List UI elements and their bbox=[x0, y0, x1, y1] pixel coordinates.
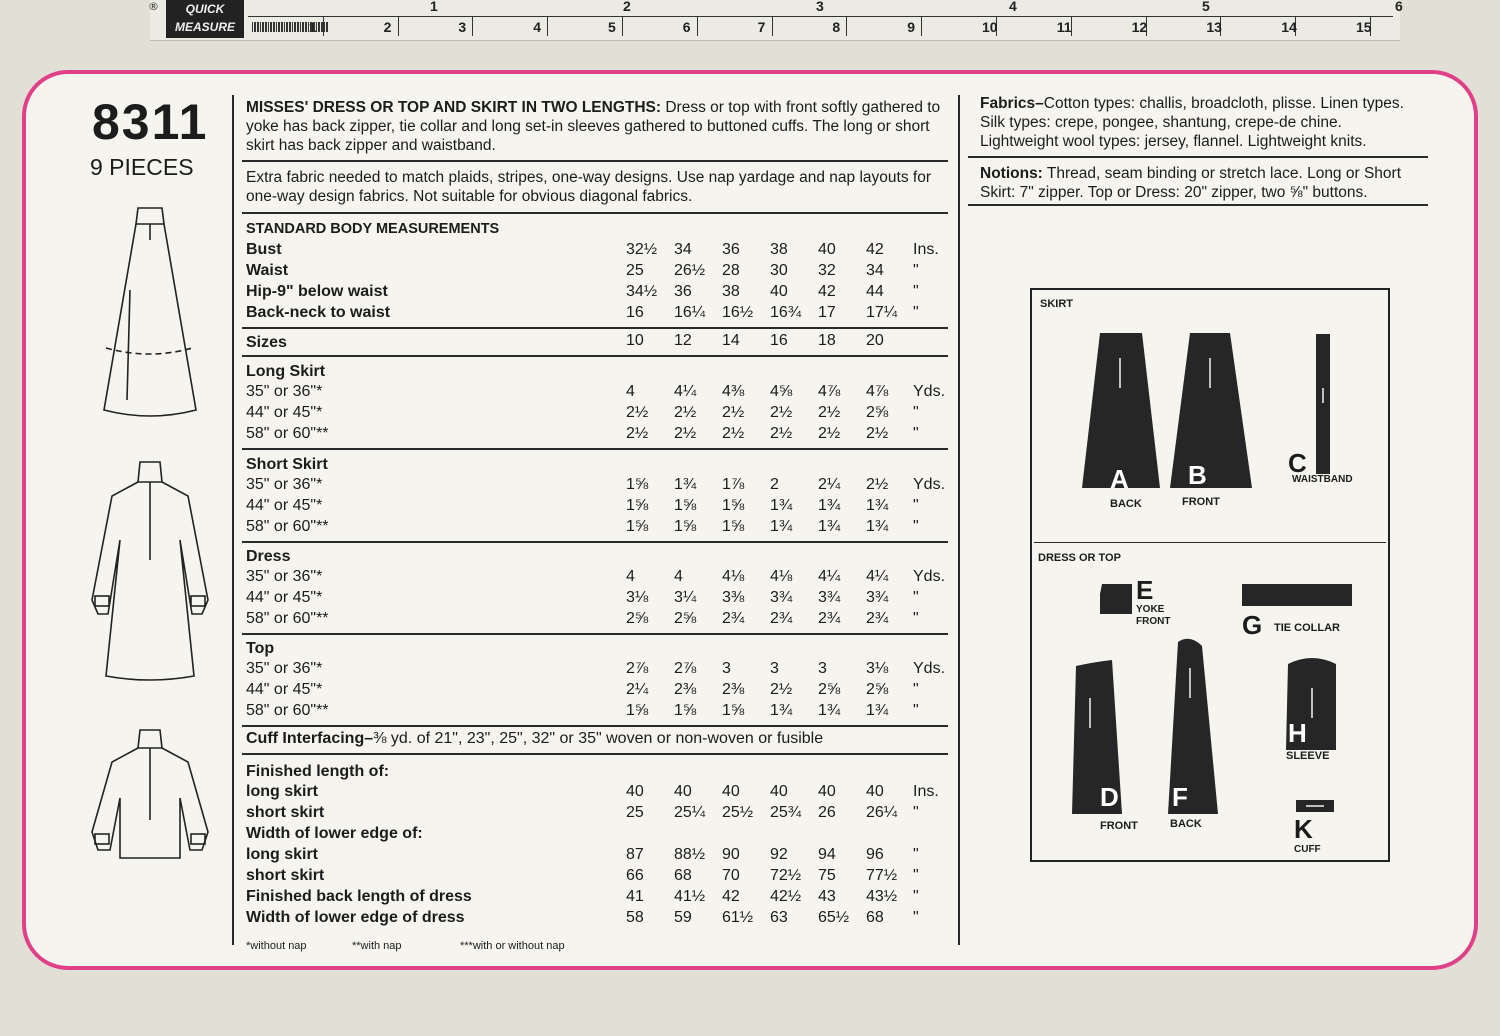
row-value: 58 bbox=[626, 909, 644, 926]
size-value: 20 bbox=[866, 332, 884, 349]
ruler-inch-number: 9 bbox=[907, 19, 915, 35]
quick-measure-label bbox=[166, 0, 244, 38]
notions-info bbox=[980, 164, 1424, 202]
row-value: 2⅞ bbox=[626, 660, 649, 677]
row-value: 2¾ bbox=[770, 610, 793, 627]
divider bbox=[242, 355, 948, 357]
row-value: 36 bbox=[722, 241, 740, 258]
row-label: Waist bbox=[246, 262, 289, 279]
row-value: 61½ bbox=[722, 909, 754, 926]
row-label: Back-neck to waist bbox=[246, 304, 391, 321]
ruler-top-number: 6 bbox=[1395, 0, 1403, 14]
row-unit: " bbox=[913, 518, 919, 535]
row-value: 1¾ bbox=[770, 702, 793, 719]
piece-c-letter: C bbox=[1288, 448, 1307, 478]
row-value: 40 bbox=[770, 283, 788, 300]
row-value: 4 bbox=[626, 568, 635, 585]
row-value: 42½ bbox=[770, 888, 802, 905]
row-value: 2½ bbox=[674, 425, 697, 442]
row-value: 2⅞ bbox=[674, 660, 697, 677]
row-value: 1⅝ bbox=[626, 497, 649, 514]
row-value: 2⅜ bbox=[722, 681, 745, 698]
size-value: 16 bbox=[770, 332, 788, 349]
row-value: 4¼ bbox=[866, 568, 889, 585]
piece-c-waistband bbox=[1316, 334, 1330, 474]
row-value: 40 bbox=[818, 783, 836, 800]
row-value: 1¾ bbox=[818, 518, 841, 535]
row-value: 63 bbox=[770, 909, 788, 926]
row-value: 4⅛ bbox=[770, 568, 793, 585]
piece-f-letter: F bbox=[1172, 782, 1188, 812]
row-value: 2⅜ bbox=[674, 681, 697, 698]
ruler-fine-tick bbox=[327, 22, 328, 32]
row-value: 2½ bbox=[818, 404, 841, 421]
row-value: 36 bbox=[674, 283, 692, 300]
row-unit: Ins. bbox=[913, 783, 939, 800]
row-unit: " bbox=[913, 425, 919, 442]
row-value: 94 bbox=[818, 846, 836, 863]
piece-b-letter: B bbox=[1188, 460, 1207, 490]
row-value: 3⅛ bbox=[626, 589, 649, 606]
piece-g-letter: G bbox=[1242, 610, 1263, 640]
row-value: 41½ bbox=[674, 888, 706, 905]
row-value: 88½ bbox=[674, 846, 706, 863]
row-value: 34 bbox=[866, 262, 884, 279]
garment-illustrations bbox=[80, 200, 220, 880]
row-value: 16¼ bbox=[674, 304, 706, 321]
divider bbox=[242, 541, 948, 543]
ruler-top-number: 2 bbox=[623, 0, 631, 14]
ruler-inch-tick bbox=[472, 16, 473, 36]
ruler-inch-number: 3 bbox=[458, 19, 467, 35]
ruler-inch-tick bbox=[697, 16, 698, 36]
row-label: 35" or 36"* bbox=[246, 476, 323, 493]
sizes-label: Sizes bbox=[246, 334, 287, 351]
row-value: 38 bbox=[722, 283, 740, 300]
piece-a-name: BACK bbox=[1110, 498, 1142, 510]
quick-measure-line1: QUICK bbox=[185, 2, 225, 16]
row-value: 2½ bbox=[722, 404, 745, 421]
row-value: 1⅝ bbox=[626, 518, 649, 535]
size-value: 10 bbox=[626, 332, 644, 349]
row-value: 1⅝ bbox=[674, 497, 697, 514]
fabrics-text: Cotton types: challis, broadcloth, plisse. Linen types. Silk types: crepe, pongee, shantung, crepe-de chine. Lightweight wool types: jersey, flannel. Lightweight knits. bbox=[980, 95, 1404, 150]
row-unit: Yds. bbox=[913, 660, 946, 677]
row-label: long skirt bbox=[246, 846, 319, 863]
row-label: 44" or 45"* bbox=[246, 497, 323, 514]
row-value: 40 bbox=[674, 783, 692, 800]
ruler-inch-number: 10 bbox=[982, 19, 998, 35]
row-value: 1⅝ bbox=[674, 702, 697, 719]
row-unit: " bbox=[913, 589, 919, 606]
row-unit: " bbox=[913, 846, 919, 863]
section-heading: Width of lower edge of: bbox=[246, 825, 423, 842]
ruler-inch-number: 12 bbox=[1131, 19, 1148, 35]
footnote-with-or-without-nap: ***with or without nap bbox=[460, 940, 565, 952]
row-value: 26½ bbox=[674, 262, 706, 279]
cuff-interfacing-text: ⅜ yd. of 21", 23", 25", 32" or 35" woven or non-woven or fusible bbox=[373, 730, 824, 747]
ruler-inch-number: 13 bbox=[1206, 19, 1222, 35]
row-label: Width of lower edge of dress bbox=[246, 909, 465, 926]
row-value: 2 bbox=[770, 476, 779, 493]
row-value: 3 bbox=[722, 660, 731, 677]
row-value: 2½ bbox=[770, 425, 793, 442]
row-value: 25¾ bbox=[770, 804, 802, 821]
pattern-piece-shapes bbox=[1030, 288, 1390, 862]
row-value: 1⅝ bbox=[626, 702, 649, 719]
description-text: Dress or top with front softly gathered to yoke has back zipper, tie collar and long set-in sleeves gathered to buttoned cuffs. The long or short skirt has back zipper and waistband. bbox=[246, 99, 941, 154]
piece-h-name: SLEEVE bbox=[1286, 750, 1330, 762]
row-value: 4⅜ bbox=[722, 383, 745, 400]
registered-mark: ® bbox=[148, 0, 159, 13]
piece-g-name: TIE COLLAR bbox=[1274, 622, 1340, 634]
row-value: 2½ bbox=[770, 404, 793, 421]
ruler-inch-number: 2 bbox=[383, 19, 392, 35]
row-unit: " bbox=[913, 283, 919, 300]
row-value: 2¼ bbox=[818, 476, 841, 493]
cuff-interfacing bbox=[246, 729, 823, 749]
ruler-inch-number: 14 bbox=[1281, 19, 1297, 35]
row-value: 42 bbox=[866, 241, 884, 258]
row-unit: " bbox=[913, 804, 919, 821]
dress-heading: DRESS OR TOP bbox=[1038, 552, 1121, 564]
ruler-inch-number: 8 bbox=[832, 19, 841, 35]
piece-g-collar bbox=[1242, 584, 1352, 606]
row-value: 2⅝ bbox=[866, 681, 889, 698]
ruler-inch-number: 15 bbox=[1356, 19, 1372, 35]
row-label: 35" or 36"* bbox=[246, 383, 323, 400]
row-value: 42 bbox=[722, 888, 740, 905]
row-value: 25¼ bbox=[674, 804, 706, 821]
quick-measure-line2: MEASURE bbox=[174, 20, 235, 34]
row-value: 2½ bbox=[866, 476, 889, 493]
row-value: 4⅞ bbox=[866, 383, 889, 400]
row-value: 40 bbox=[770, 783, 788, 800]
row-value: 1⅝ bbox=[722, 497, 745, 514]
size-value: 14 bbox=[722, 332, 740, 349]
row-value: 1⅝ bbox=[626, 476, 649, 493]
row-label: 58" or 60"** bbox=[246, 610, 329, 627]
ruler-top-number: 1 bbox=[430, 0, 438, 14]
piece-h-letter: H bbox=[1288, 718, 1307, 748]
size-value: 18 bbox=[818, 332, 836, 349]
row-value: 1¾ bbox=[770, 497, 793, 514]
row-unit: " bbox=[913, 497, 919, 514]
row-value: 68 bbox=[866, 909, 884, 926]
piece-b-front bbox=[1170, 333, 1252, 488]
row-label: 44" or 45"* bbox=[246, 589, 323, 606]
row-unit: " bbox=[913, 610, 919, 627]
ruler-top-number: 3 bbox=[816, 0, 824, 14]
divider bbox=[242, 753, 948, 755]
row-value: 32½ bbox=[626, 241, 658, 258]
ruler-inch-number: 7 bbox=[757, 19, 766, 35]
row-label: 58" or 60"** bbox=[246, 425, 329, 442]
footnote-without-nap: *without nap bbox=[246, 940, 307, 952]
notions-text: Thread, seam binding or stretch lace. Long or Short Skirt: 7" zipper. Top or Dress: 20" zipper, two ⅝" buttons. bbox=[980, 165, 1401, 201]
row-value: 40 bbox=[722, 783, 740, 800]
row-value: 4⅛ bbox=[722, 568, 745, 585]
row-value: 44 bbox=[866, 283, 884, 300]
row-value: 92 bbox=[770, 846, 788, 863]
row-value: 17 bbox=[818, 304, 836, 321]
row-label: 58" or 60"** bbox=[246, 702, 329, 719]
row-value: 1¾ bbox=[866, 497, 889, 514]
row-value: 43½ bbox=[866, 888, 898, 905]
row-value: 40 bbox=[626, 783, 644, 800]
row-value: 1⅞ bbox=[722, 476, 745, 493]
row-value: 4 bbox=[626, 383, 635, 400]
row-value: 25 bbox=[626, 804, 644, 821]
piece-e-yoke bbox=[1100, 584, 1132, 614]
row-value: 90 bbox=[722, 846, 740, 863]
row-label: 44" or 45"* bbox=[246, 681, 323, 698]
row-value: 3¾ bbox=[770, 589, 793, 606]
right-column-divider bbox=[958, 95, 960, 945]
divider bbox=[242, 725, 948, 727]
row-unit: " bbox=[913, 681, 919, 698]
ruler-inch-number: 4 bbox=[533, 19, 541, 35]
row-value: 1⅝ bbox=[722, 518, 745, 535]
row-value: 2⅝ bbox=[866, 404, 889, 421]
piece-f-name: BACK bbox=[1170, 818, 1202, 830]
row-value: 2¼ bbox=[626, 681, 649, 698]
divider bbox=[242, 160, 948, 162]
ruler-inch-number: 11 bbox=[1056, 19, 1072, 35]
divider bbox=[242, 633, 948, 635]
piece-c-name: WAISTBAND bbox=[1292, 474, 1353, 485]
row-unit: Yds. bbox=[913, 476, 946, 493]
row-value: 65½ bbox=[818, 909, 850, 926]
row-value: 3¾ bbox=[866, 589, 889, 606]
row-label: 35" or 36"* bbox=[246, 660, 323, 677]
row-value: 25½ bbox=[722, 804, 754, 821]
row-value: 72½ bbox=[770, 867, 802, 884]
section-heading: Top bbox=[246, 640, 275, 657]
piece-b-name: FRONT bbox=[1182, 496, 1220, 508]
row-value: 1¾ bbox=[818, 702, 841, 719]
row-value: 3⅛ bbox=[866, 660, 889, 677]
section-heading: Finished length of: bbox=[246, 763, 390, 780]
row-value: 3 bbox=[818, 660, 827, 677]
row-value: 1⅝ bbox=[722, 702, 745, 719]
piece-d-letter: D bbox=[1100, 782, 1119, 812]
row-value: 17¼ bbox=[866, 304, 898, 321]
divider bbox=[968, 156, 1428, 158]
row-value: 1¾ bbox=[818, 497, 841, 514]
piece-k-name: CUFF bbox=[1294, 844, 1321, 855]
row-value: 68 bbox=[674, 867, 692, 884]
row-label: Hip-9" below waist bbox=[246, 283, 388, 300]
row-value: 26 bbox=[818, 804, 836, 821]
row-value: 40 bbox=[818, 241, 836, 258]
row-label: short skirt bbox=[246, 804, 325, 821]
ruler-inch-tick bbox=[547, 16, 548, 36]
row-value: 16¾ bbox=[770, 304, 802, 321]
row-value: 66 bbox=[626, 867, 644, 884]
row-unit: " bbox=[913, 262, 919, 279]
row-value: 2½ bbox=[674, 404, 697, 421]
row-value: 2½ bbox=[626, 425, 649, 442]
piece-k-letter: K bbox=[1294, 814, 1313, 844]
row-label: 35" or 36"* bbox=[246, 568, 323, 585]
long-skirt-back-view bbox=[104, 208, 196, 416]
row-label: 58" or 60"** bbox=[246, 518, 329, 535]
row-value: 2½ bbox=[818, 425, 841, 442]
divider bbox=[242, 327, 948, 329]
left-column-divider bbox=[232, 95, 234, 945]
ruler-inch-tick bbox=[622, 16, 623, 36]
measurements-heading: STANDARD BODY MEASUREMENTS bbox=[246, 221, 500, 237]
row-unit: " bbox=[913, 888, 919, 905]
row-value: 2½ bbox=[770, 681, 793, 698]
section-heading: Dress bbox=[246, 548, 291, 565]
fabrics-label: Fabrics– bbox=[980, 95, 1044, 112]
row-value: 1¾ bbox=[866, 518, 889, 535]
row-value: 43 bbox=[818, 888, 836, 905]
row-value: 4⅞ bbox=[818, 383, 841, 400]
row-value: 2½ bbox=[866, 425, 889, 442]
row-value: 59 bbox=[674, 909, 692, 926]
row-value: 2¾ bbox=[866, 610, 889, 627]
row-label: 44" or 45"* bbox=[246, 404, 323, 421]
row-value: 77½ bbox=[866, 867, 898, 884]
notions-label: Notions: bbox=[980, 165, 1043, 182]
piece-e-name: YOKE FRONT bbox=[1136, 604, 1171, 627]
row-value: 3¾ bbox=[818, 589, 841, 606]
size-value: 12 bbox=[674, 332, 692, 349]
ruler-inch-tick bbox=[398, 16, 399, 36]
row-value: 1¾ bbox=[866, 702, 889, 719]
row-value: 2¾ bbox=[818, 610, 841, 627]
pattern-pieces-count: 9 PIECES bbox=[90, 154, 194, 180]
pattern-description bbox=[246, 98, 946, 155]
row-unit: " bbox=[913, 867, 919, 884]
row-value: 16 bbox=[626, 304, 644, 321]
row-unit: " bbox=[913, 304, 919, 321]
row-unit: Ins. bbox=[913, 241, 939, 258]
divider bbox=[242, 212, 948, 214]
piece-a-letter: A bbox=[1110, 464, 1129, 494]
ruler-inch-number: 5 bbox=[608, 19, 616, 35]
row-unit: Yds. bbox=[913, 383, 946, 400]
row-value: 3¼ bbox=[674, 589, 697, 606]
fabric-note: Extra fabric needed to match plaids, stripes, one-way designs. Use nap yardage and nap layouts for one-way design fabrics. Not suitable for obvious diagonal fabrics. bbox=[246, 169, 931, 205]
row-value: 16½ bbox=[722, 304, 754, 321]
row-value: 2⅝ bbox=[818, 681, 841, 698]
row-value: 75 bbox=[818, 867, 836, 884]
row-value: 42 bbox=[818, 283, 836, 300]
row-value: 2⅝ bbox=[674, 610, 697, 627]
row-label: long skirt bbox=[246, 783, 319, 800]
row-value: 4¼ bbox=[674, 383, 697, 400]
row-value: 87 bbox=[626, 846, 644, 863]
row-value: 3⅜ bbox=[722, 589, 745, 606]
row-unit: " bbox=[913, 909, 919, 926]
fabrics-info bbox=[980, 94, 1424, 151]
row-value: 26¼ bbox=[866, 804, 898, 821]
row-value: 28 bbox=[722, 262, 740, 279]
section-heading: Long Skirt bbox=[246, 363, 326, 380]
row-value: 2½ bbox=[722, 425, 745, 442]
top-back-view bbox=[92, 730, 208, 858]
row-value: 2½ bbox=[626, 404, 649, 421]
piece-e-letter: E bbox=[1136, 575, 1154, 605]
row-unit: Yds. bbox=[913, 568, 946, 585]
piece-d-name: FRONT bbox=[1100, 820, 1138, 832]
row-value: 2⅝ bbox=[626, 610, 649, 627]
pattern-number: 8311 bbox=[92, 94, 209, 150]
row-value: 41 bbox=[626, 888, 644, 905]
divider bbox=[242, 448, 948, 450]
row-unit: " bbox=[913, 404, 919, 421]
row-value: 38 bbox=[770, 241, 788, 258]
row-value: 2¾ bbox=[722, 610, 745, 627]
ruler-top-number: 4 bbox=[1009, 0, 1017, 14]
row-value: 70 bbox=[722, 867, 740, 884]
divider bbox=[968, 204, 1428, 206]
row-value: 4⅝ bbox=[770, 383, 793, 400]
ruler-inch-tick bbox=[772, 16, 773, 36]
ruler-inch-tick bbox=[921, 16, 922, 36]
row-label: short skirt bbox=[246, 867, 325, 884]
row-label: Bust bbox=[246, 241, 282, 258]
row-value: 4¼ bbox=[818, 568, 841, 585]
row-value: 30 bbox=[770, 262, 788, 279]
row-label: Finished back length of dress bbox=[246, 888, 472, 905]
ruler-inch-number: 6 bbox=[682, 19, 691, 35]
row-value: 32 bbox=[818, 262, 836, 279]
footnote-with-nap: **with nap bbox=[352, 940, 402, 952]
row-value: 3 bbox=[770, 660, 779, 677]
row-value: 1⅝ bbox=[674, 518, 697, 535]
row-value: 96 bbox=[866, 846, 884, 863]
description-title: MISSES' DRESS OR TOP AND SKIRT IN TWO LENGTHS: bbox=[246, 99, 662, 116]
row-value: 1¾ bbox=[674, 476, 697, 493]
cuff-interfacing-label: Cuff Interfacing– bbox=[246, 730, 374, 747]
row-value: 4 bbox=[674, 568, 683, 585]
row-value: 25 bbox=[626, 262, 644, 279]
dress-back-view bbox=[92, 462, 208, 680]
row-unit: " bbox=[913, 702, 919, 719]
section-heading: Short Skirt bbox=[246, 456, 328, 473]
row-value: 34 bbox=[674, 241, 692, 258]
row-value: 1¾ bbox=[770, 518, 793, 535]
row-value: 34½ bbox=[626, 283, 658, 300]
row-value: 40 bbox=[866, 783, 884, 800]
ruler-inch-tick bbox=[846, 16, 847, 36]
ruler-top-number: 5 bbox=[1202, 0, 1210, 14]
skirt-heading: SKIRT bbox=[1040, 298, 1073, 310]
